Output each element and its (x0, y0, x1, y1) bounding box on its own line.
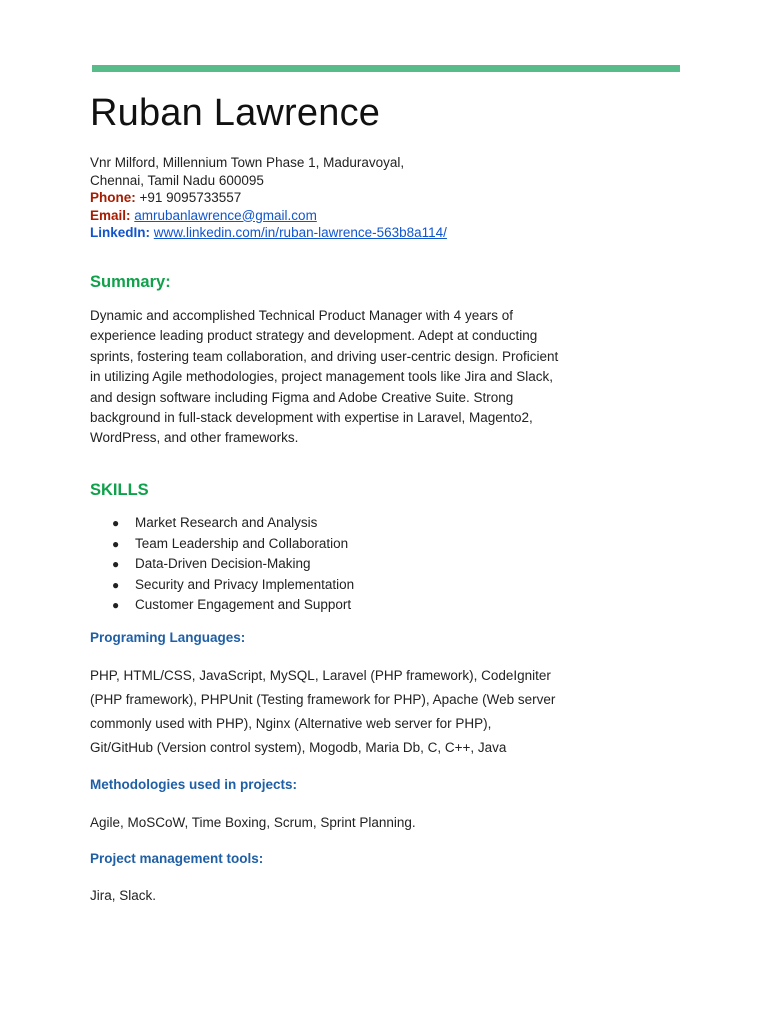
skill-text: Customer Engagement and Support (135, 597, 352, 613)
pm-tools-text (90, 884, 156, 908)
languages-heading: Programing Languages: (90, 630, 246, 645)
header-accent-bar (92, 65, 680, 72)
email-label: Email: (90, 207, 131, 223)
skill-text: Team Leadership and Collaboration (135, 535, 349, 551)
candidate-name: Ruban Lawrence (90, 92, 381, 134)
bullet-icon: ● (112, 557, 120, 572)
pm-tools-line: Jira, Slack. (90, 888, 157, 903)
phone-label: Phone: (90, 190, 136, 205)
skill-text: Market Research and Analysis (135, 515, 318, 530)
linkedin-label: LinkedIn: (90, 225, 150, 240)
phone-value: +91 9095733557 (139, 190, 242, 205)
methodologies-text (90, 811, 416, 835)
bullet-icon: ● (112, 536, 120, 551)
skill-item (90, 554, 354, 575)
bullet-icon: ● (112, 516, 120, 530)
skills-heading: SKILLS (90, 481, 149, 499)
summary-heading: Summary: (90, 273, 171, 291)
skill-item (90, 534, 354, 555)
methodologies-heading: Methodologies used in projects: (90, 777, 298, 792)
languages-line: (PHP framework), PHPUnit (Testing framework for PHP), Apache (Web server (90, 692, 556, 707)
email-link[interactable]: amrubanlawrence@gmail.com (134, 207, 317, 223)
languages-line: Git/GitHub (Version control system), Mogodb, Maria Db, C, C++, Java (90, 740, 507, 755)
languages-line: PHP, HTML/CSS, JavaScript, MySQL, Laravel (PHP framework), CodeIgniter (90, 668, 551, 683)
skill-item (90, 513, 354, 534)
bullet-icon: ● (112, 598, 120, 613)
methodologies-line: Agile, MoSCoW, Time Boxing, Scrum, Sprint Planning. (90, 815, 416, 830)
pm-tools-heading: Project management tools: (90, 851, 264, 866)
address-line-2: Chennai, Tamil Nadu 600095 (90, 172, 264, 188)
summary-text: Dynamic and accomplished Technical Product Manager with 4 years of experience leading product strategy and development. Adept at conducting sprints, fostering team collaboration, and driving user-centric design. Proficient in utilizing Agile methodologies, project management tools like Jira and Slack, and design software including Figma and Adobe Creative Suite. Strong background in full-stack development with expertise in Laravel, Magento2, WordPress, and other frameworks. (90, 308, 559, 446)
bullet-icon: ● (112, 577, 120, 592)
languages-text (90, 664, 555, 760)
skill-item (90, 595, 354, 616)
skill-text: Security and Privacy Implementation (135, 576, 355, 592)
contact-block (90, 154, 447, 242)
skills-list (90, 513, 354, 616)
address-line-1: Vnr Milford, Millennium Town Phase 1, Maduravoyal, (90, 155, 405, 170)
skill-text: Data-Driven Decision-Making (135, 556, 311, 572)
languages-line: commonly used with PHP), Nginx (Alternative web server for PHP), (90, 716, 492, 731)
skill-item (90, 575, 354, 596)
linkedin-link[interactable]: www.linkedin.com/in/ruban-lawrence-563b8a114/ (153, 225, 447, 240)
linkedin-row (90, 224, 447, 242)
phone-row (90, 189, 447, 207)
email-row (90, 207, 447, 225)
